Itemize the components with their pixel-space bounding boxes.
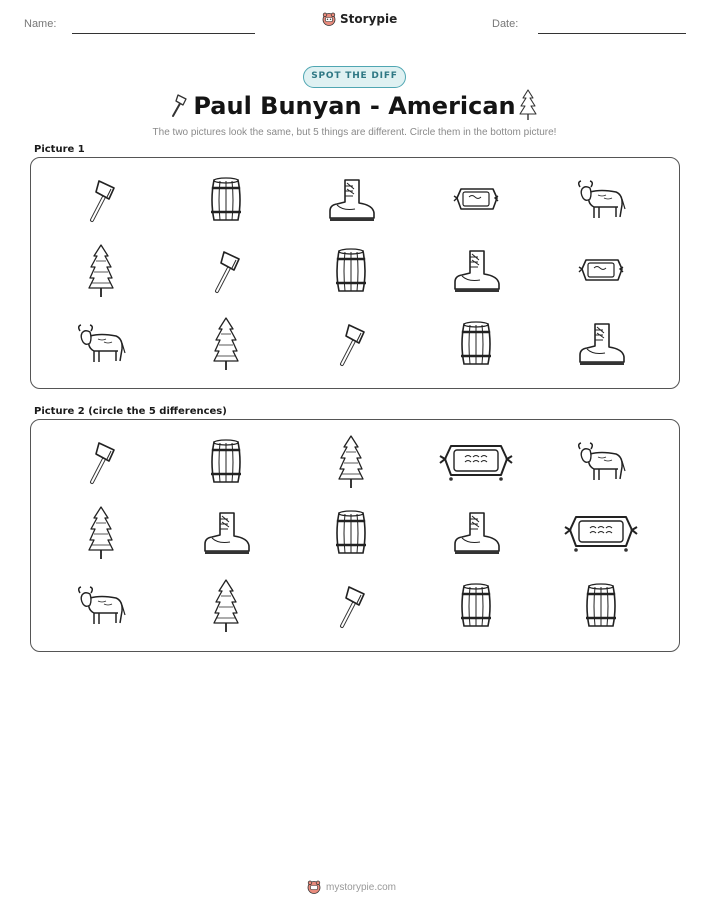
- footer-url: mystorypie.com: [326, 881, 397, 893]
- axe-icon: [209, 248, 243, 299]
- page-title: Paul Bunyan - American: [193, 92, 516, 120]
- instructions: The two pictures look the same, but 5 things are different. Circle them in the bottom picture!: [152, 127, 557, 138]
- boot-icon[interactable]: [200, 510, 252, 561]
- picture2-label: Picture 2 (circle the 5 differences): [34, 406, 227, 417]
- boot-icon: [325, 177, 377, 228]
- footer: [307, 880, 396, 894]
- brand-name: Storypie: [340, 12, 398, 26]
- axe-icon: [334, 321, 368, 372]
- storypie-mascot-icon: [322, 12, 336, 26]
- pine-tree-icon: [87, 243, 115, 304]
- pine-tree-icon[interactable]: [337, 434, 365, 495]
- storypie-mascot-icon: [307, 880, 321, 894]
- barrel-icon[interactable]: [207, 439, 245, 490]
- axe-icon[interactable]: [84, 439, 118, 490]
- name-label: Name:: [24, 18, 57, 30]
- boot-icon: [575, 321, 627, 372]
- picture2-panel[interactable]: [30, 419, 680, 652]
- axe-icon: [84, 177, 118, 228]
- axe-icon[interactable]: [334, 583, 368, 634]
- brand-logo: [322, 12, 397, 26]
- date-label: Date:: [492, 18, 519, 30]
- ox-icon: [576, 179, 626, 226]
- picture1-label: Picture 1: [34, 144, 85, 155]
- griddle-icon: [453, 183, 499, 222]
- name-field[interactable]: [72, 33, 255, 34]
- spot-the-diff-badge: SPOT THE DIFF: [303, 66, 406, 88]
- pine-tree-icon: [518, 88, 538, 122]
- griddle-icon[interactable]: [564, 508, 638, 563]
- barrel-icon[interactable]: [582, 583, 620, 634]
- barrel-icon: [457, 321, 495, 372]
- pine-tree-icon: [212, 316, 240, 377]
- ox-icon: [76, 323, 126, 370]
- barrel-icon[interactable]: [457, 583, 495, 634]
- date-field[interactable]: [538, 33, 686, 34]
- pine-tree-icon[interactable]: [212, 578, 240, 639]
- barrel-icon[interactable]: [332, 510, 370, 561]
- pine-tree-icon[interactable]: [87, 505, 115, 566]
- picture1-panel: [30, 157, 680, 389]
- griddle-icon[interactable]: [439, 437, 513, 492]
- ox-icon[interactable]: [576, 441, 626, 488]
- barrel-icon: [207, 177, 245, 228]
- griddle-icon: [578, 254, 624, 293]
- ox-icon[interactable]: [76, 585, 126, 632]
- barrel-icon: [332, 248, 370, 299]
- boot-icon[interactable]: [450, 510, 502, 561]
- boot-icon: [450, 248, 502, 299]
